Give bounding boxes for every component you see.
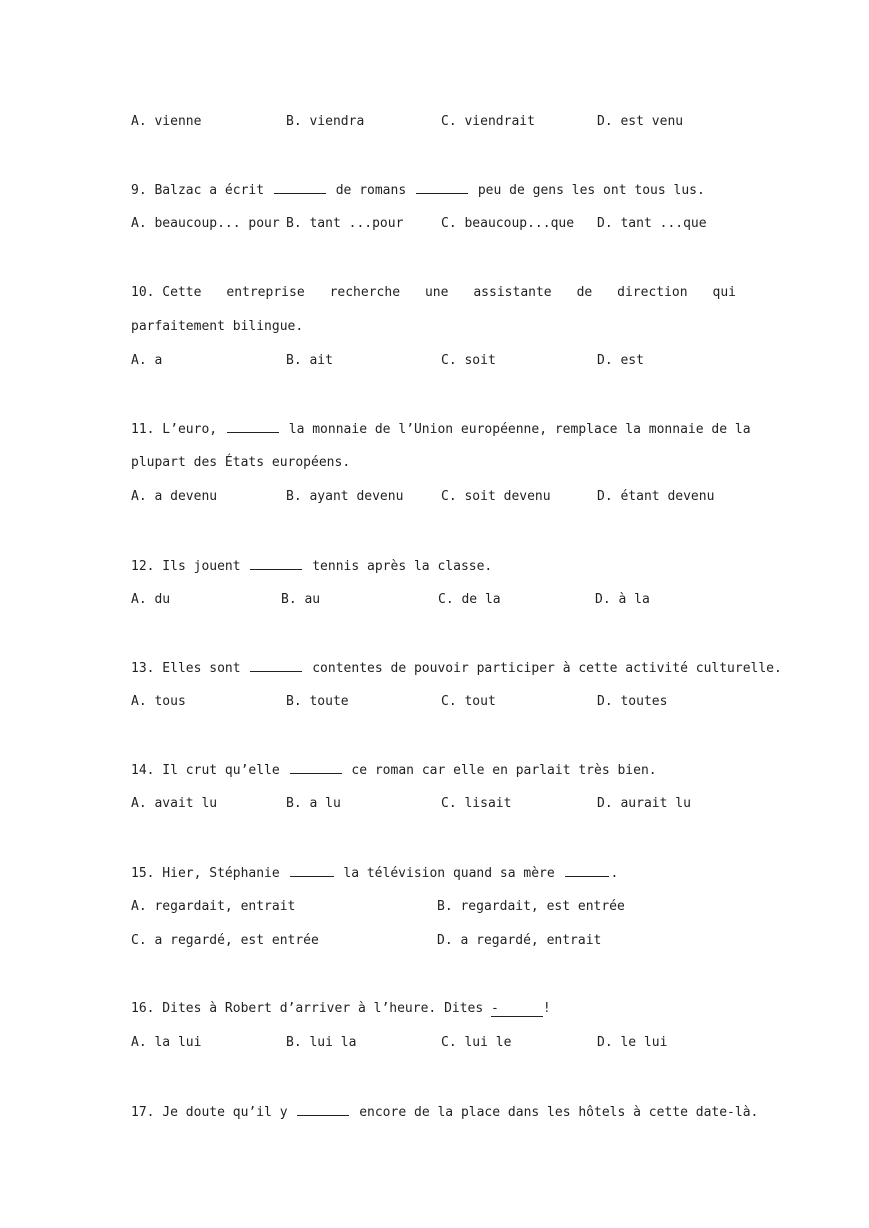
q9-option-b: B. tant ...pour [286,216,404,231]
q14-option-a: A. avait lu [131,796,218,811]
q8-option-b: B. viendra [286,114,365,129]
q9-option-c: C. beaucoup...que [441,216,575,231]
answer-blank [290,864,334,877]
q15-option-d: D. a regardé, entrait [437,933,602,948]
q11-question-line1: 11. L’euro, la monnaie de l’Union européenne, remplace la monnaie de la [131,422,751,437]
q15-option-b: B. regardait, est entrée [437,899,625,914]
q11-option-b: B. ayant devenu [286,489,404,504]
q14-option-c: C. lisait [441,796,512,811]
q13-option-d: D. toutes [597,694,668,709]
q15-question: 15. Hier, Stéphanie la télévision quand sa mère . [131,866,619,881]
q15-option-a: A. regardait, entrait [131,899,296,914]
q11-option-c: C. soit devenu [441,489,551,504]
answer-blank: - [491,1001,543,1017]
q13-option-a: A. tous [131,694,186,709]
answer-blank [565,864,609,877]
q8-option-a: A. vienne [131,114,202,129]
answer-blank [274,181,326,194]
q16-option-c: C. lui le [441,1035,512,1050]
q13-option-b: B. toute [286,694,349,709]
answer-blank [250,557,302,570]
q17-question: 17. Je doute qu’il y encore de la place dans les hôtels à cette date-là. [131,1105,759,1120]
q10-question-line2: parfaitement bilingue. [131,319,304,334]
q12-option-b: B. au [281,592,321,607]
q16-option-b: B. lui la [286,1035,357,1050]
q16-option-d: D. le lui [597,1035,668,1050]
q10-option-c: C. soit [441,353,496,368]
q10-option-a: A. a [131,353,163,368]
q8-option-d: D. est venu [597,114,684,129]
answer-blank [227,420,279,433]
q12-option-d: D. à la [595,592,650,607]
answer-blank [297,1103,349,1116]
answer-blank [290,761,342,774]
q8-option-c: C. viendrait [441,114,535,129]
q15-option-c: C. a regardé, est entrée [131,933,319,948]
q11-question-line2: plupart des États européens. [131,455,351,470]
q14-question: 14. Il crut qu’elle ce roman car elle en parlait très bien. [131,763,657,778]
q12-option-a: A. du [131,592,171,607]
answer-blank [250,659,302,672]
q9-option-d: D. tant ...que [597,216,707,231]
q16-question: 16. Dites à Robert d’arriver à l’heure. Dites - ! [131,1001,551,1016]
q11-option-a: A. a devenu [131,489,218,504]
q10-option-d: D. est [597,353,644,368]
q9-option-a: A. beaucoup... pour [131,216,280,231]
q9-question: 9. Balzac a écrit de romans peu de gens les ont tous lus. [131,183,705,198]
q12-option-c: C. de la [438,592,501,607]
q16-option-a: A. la lui [131,1035,202,1050]
q12-question: 12. Ils jouent tennis après la classe. [131,559,493,574]
q13-option-c: C. tout [441,694,496,709]
q14-option-d: D. aurait lu [597,796,691,811]
q13-question: 13. Elles sont contentes de pouvoir participer à cette activité culturelle. [131,661,782,676]
answer-blank [416,181,468,194]
q11-option-d: D. étant devenu [597,489,715,504]
q14-option-b: B. a lu [286,796,341,811]
q10-question-line1: 10. Cette entreprise recherche une assistante de direction qui [131,285,736,300]
q10-option-b: B. ait [286,353,333,368]
